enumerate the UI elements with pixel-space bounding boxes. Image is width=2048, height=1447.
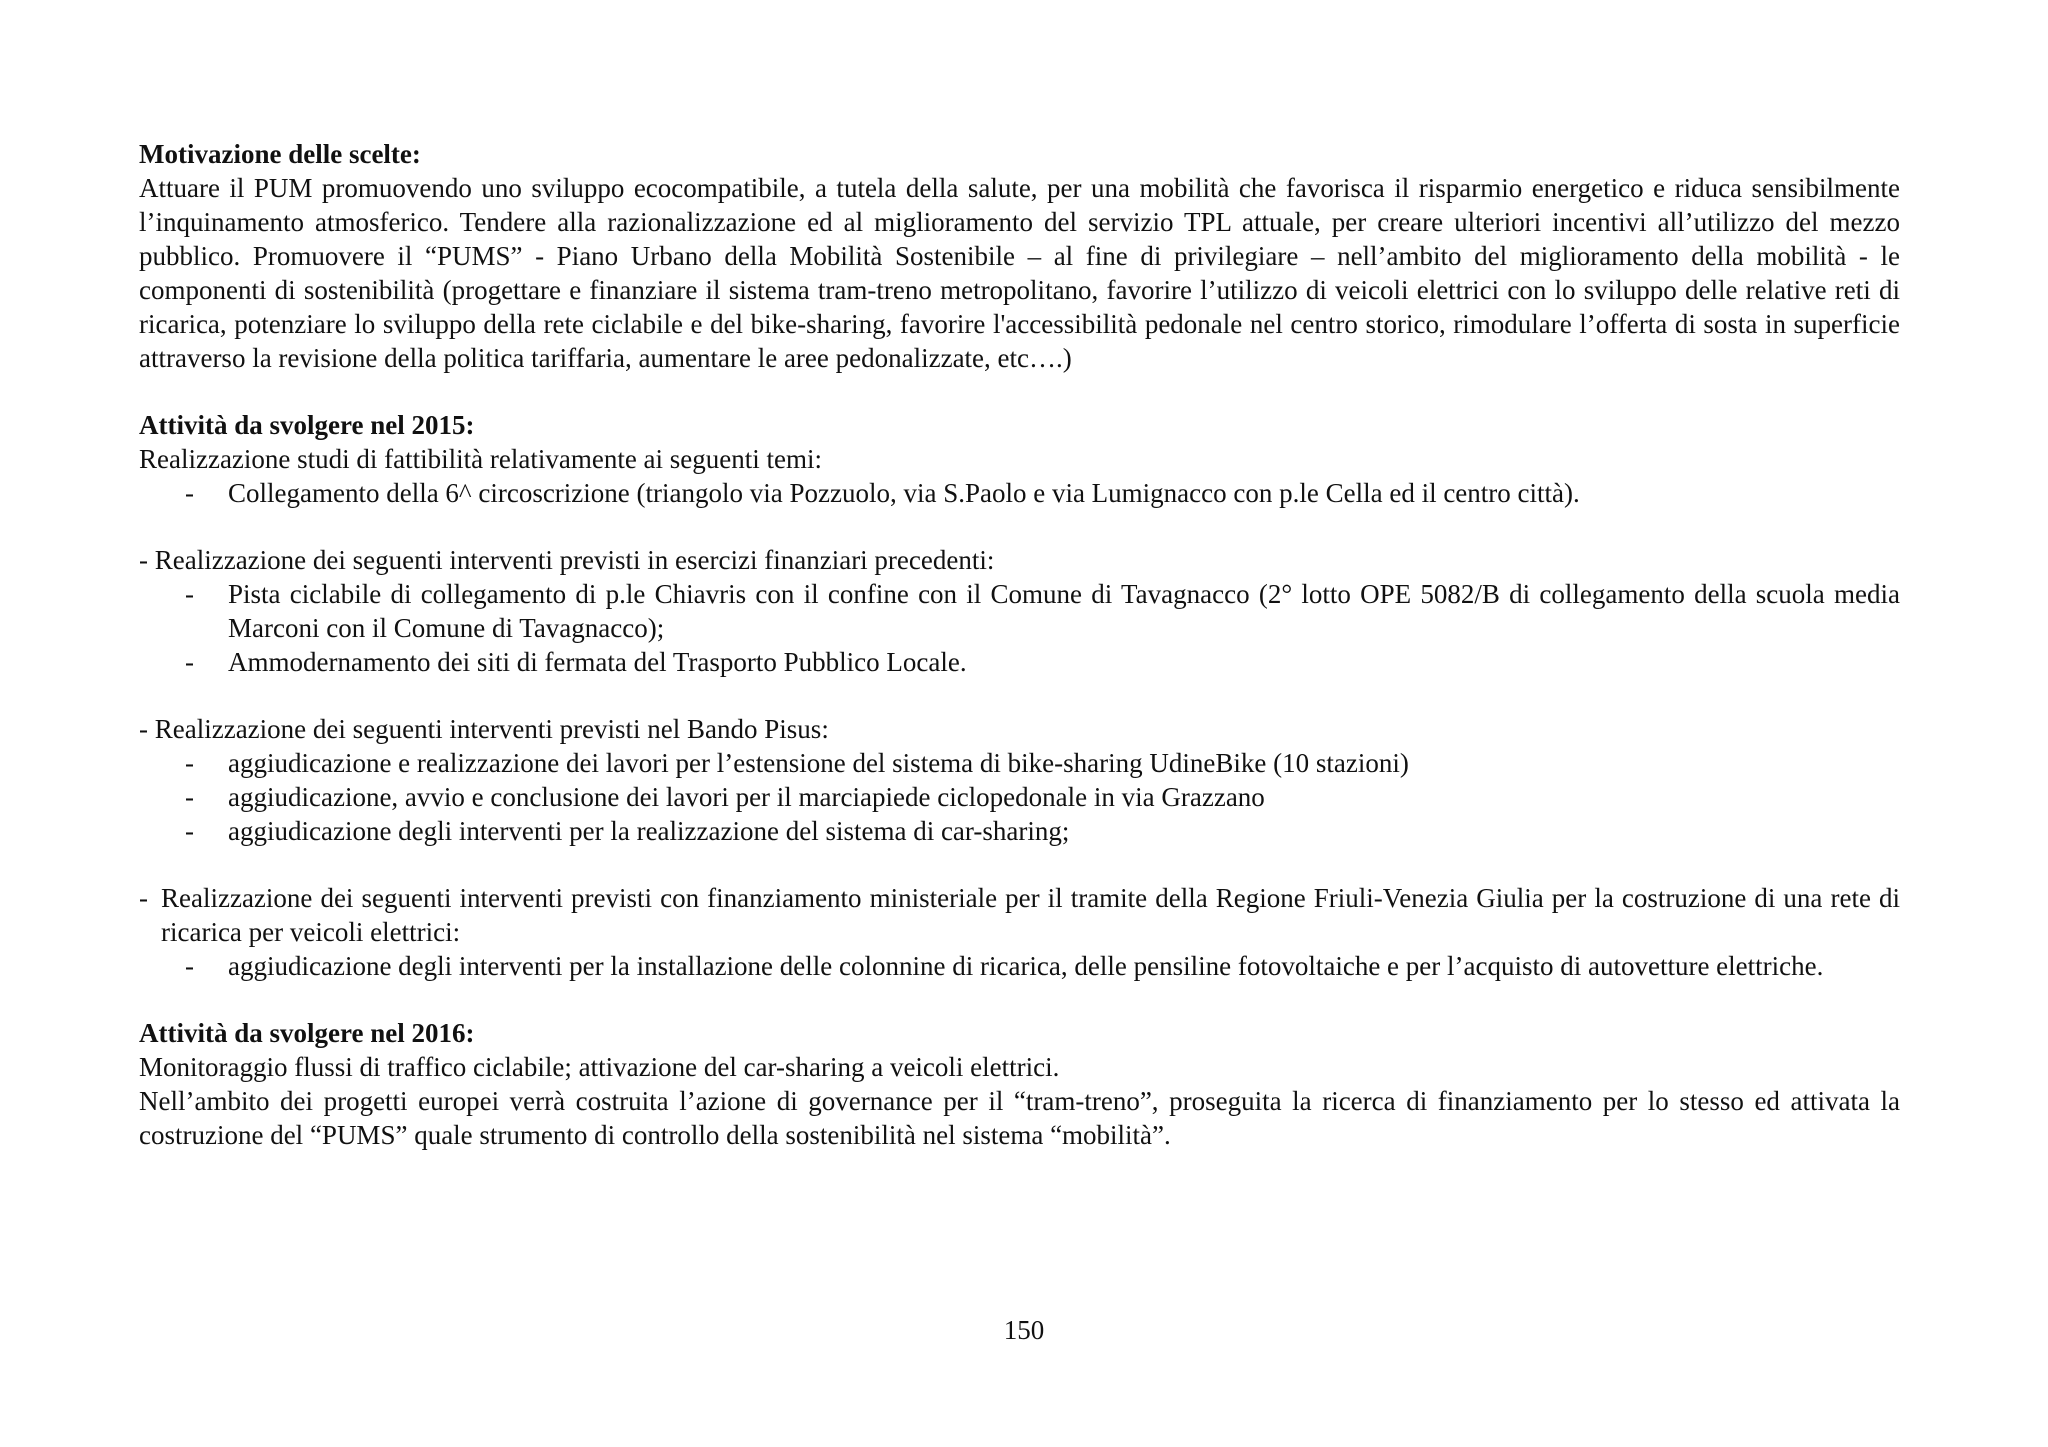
spacer <box>139 679 1900 712</box>
section-heading-attivita-2015: Attività da svolgere nel 2015: <box>139 410 475 440</box>
list-item: - aggiudicazione degli interventi per la installazione delle colonnine di ricarica, delle pensiline fotovoltaiche e per l’acquisto di autovetture elettriche. <box>139 949 1900 983</box>
list-group2 <box>139 746 1900 848</box>
list-item: - aggiudicazione, avvio e conclusione dei lavori per il marciapiede ciclopedonale in via Grazzano <box>139 780 1900 814</box>
list-item: - aggiudicazione e realizzazione dei lavori per l’estensione del sistema di bike-sharing UdineBike (10 stazioni) <box>139 746 1900 780</box>
paragraph-group2-intro: - Realizzazione dei seguenti interventi previsti nel Bando Pisus: <box>139 714 829 744</box>
group3-intro-text: Realizzazione dei seguenti interventi previsti con finanziamento ministeriale per il tramite della Regione Friuli-Venezia Giulia per la costruzione di una rete di ricarica per veicoli elettrici: <box>161 883 1900 947</box>
page-number: 150 <box>1003 1315 1045 1345</box>
section-heading-attivita-2016: Attività da svolgere nel 2016: <box>139 1018 475 1048</box>
list-item: - Collegamento della 6^ circoscrizione (triangolo via Pozzuolo, via S.Paolo e via Lumignacco con p.le Cella ed il centro città). <box>139 476 1900 510</box>
paragraph-group3-intro <box>139 881 1900 949</box>
section-heading-motivazione: Motivazione delle scelte: <box>139 139 421 169</box>
paragraph-group1-intro: - Realizzazione dei seguenti interventi previsti in esercizi finanziari precedenti: <box>139 545 995 575</box>
paragraph-studi-intro: Realizzazione studi di fattibilità relativamente ai seguenti temi: <box>139 444 823 474</box>
dash-marker: - <box>139 883 148 913</box>
list-studi <box>139 476 1900 510</box>
spacer <box>139 375 1900 408</box>
paragraph-monitoraggio: Monitoraggio flussi di traffico ciclabile; attivazione del car-sharing a veicoli elettrici. <box>139 1052 1060 1082</box>
paragraph-governance: Nell’ambito dei progetti europei verrà costruita l’azione di governance per il “tram-treno”, proseguita la ricerca di finanziamento per lo stesso ed attivata la costruzione del “PUMS” quale strumento di controllo della sostenibilità nel sistema “mobilità”. <box>139 1086 1900 1150</box>
spacer <box>139 848 1900 881</box>
list-group3 <box>139 949 1900 983</box>
list-item: - Pista ciclabile di collegamento di p.le Chiavris con il confine con il Comune di Tavagnacco (2° lotto OPE 5082/B di collegamento della scuola media Marconi con il Comune di Tavagnacco); <box>139 577 1900 645</box>
spacer <box>139 983 1900 1016</box>
spacer <box>139 510 1900 543</box>
document-body <box>139 137 1900 1152</box>
list-group1 <box>139 577 1900 679</box>
paragraph-motivazione: Attuare il PUM promuovendo uno sviluppo ecocompatibile, a tutela della salute, per una mobilità che favorisca il risparmio energetico e riduca sensibilmente l’inquinamento atmosferico. Tendere alla razionalizzazione ed al miglioramento del servizio TPL attuale, per creare ulteriori incentivi all’utilizzo del mezzo pubblico. Promuovere il “PUMS” - Piano Urbano della Mobilità Sostenibile – al fine di privilegiare – nell’ambito del miglioramento della mobilità - le componenti di sostenibilità (progettare e finanziare il sistema tram-treno metropolitano, favorire l’utilizzo di veicoli elettrici con lo sviluppo delle relative reti di ricarica, potenziare lo sviluppo della rete ciclabile e del bike-sharing, favorire l'accessibilità pedonale nel centro storico, rimodulare l’offerta di sosta in superficie attraverso la revisione della politica tariffaria, aumentare le aree pedonalizzate, etc….) <box>139 173 1900 373</box>
list-item: - Ammodernamento dei siti di fermata del Trasporto Pubblico Locale. <box>139 645 1900 679</box>
list-item: - aggiudicazione degli interventi per la realizzazione del sistema di car-sharing; <box>139 814 1900 848</box>
